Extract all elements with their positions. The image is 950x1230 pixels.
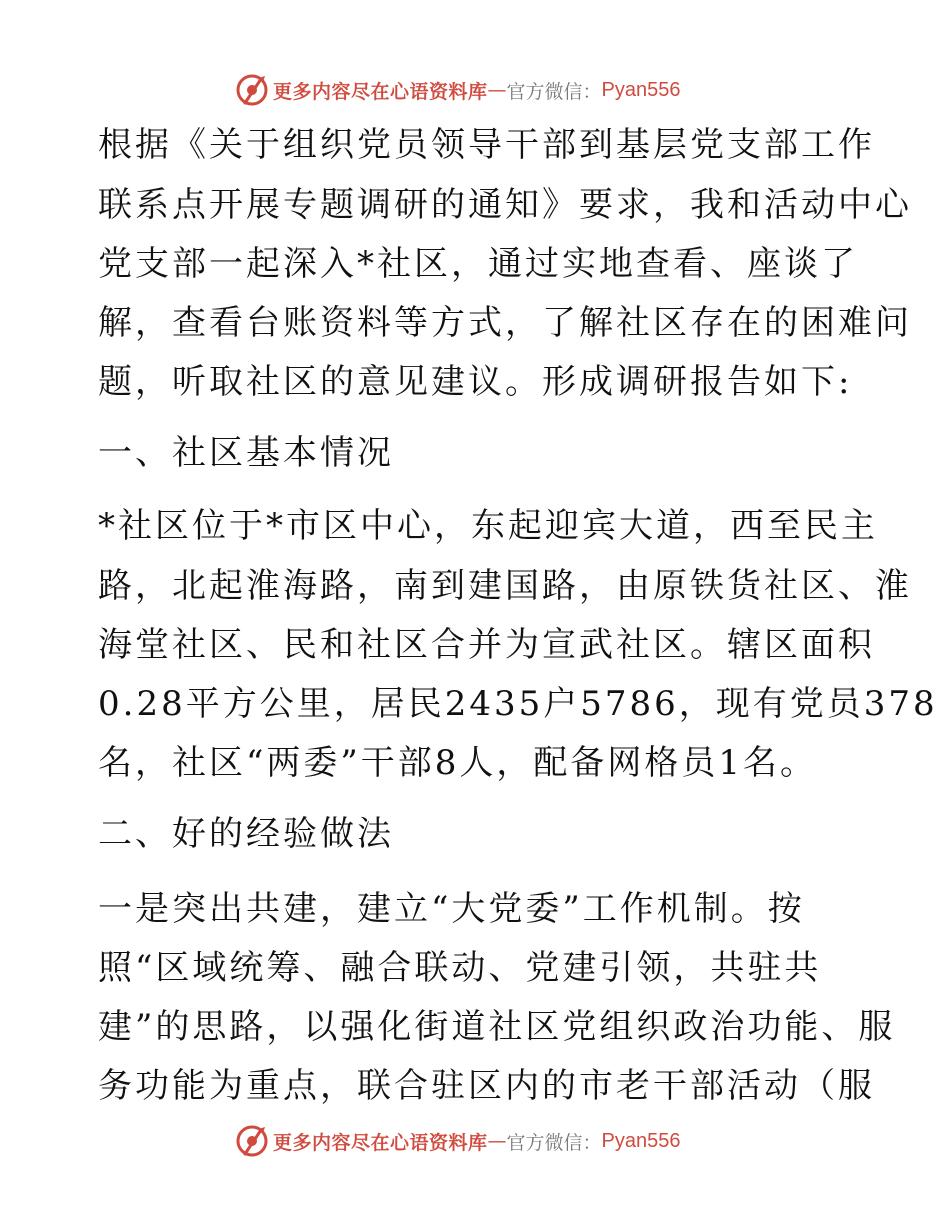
text-line: 务功能为重点，联合驻区内的市老干部活动（服: [98, 1066, 875, 1106]
text-line: 建”的思路，以强化街道社区党组织政治功能、服: [98, 1007, 896, 1047]
text-line: 根据《关于组织党员领导干部到基层党支部工作: [98, 125, 875, 165]
brush-logo-icon: [235, 73, 269, 107]
watermark-label: 官方微信：: [506, 80, 602, 103]
text-line: 解，查看台账资料等方式，了解社区存在的困难问: [98, 303, 912, 343]
text-line: 0.28平方公里，居民2435户5786，现有党员378: [98, 684, 938, 724]
watermark-site: 更多内容尽在心语资料库: [273, 1131, 488, 1154]
text-line: 联系点开展专题调研的通知》要求，我和活动中心: [98, 185, 912, 225]
text-line: 题，听取社区的意见建议。形成调研报告如下:: [98, 362, 853, 402]
watermark-site: 更多内容尽在心语资料库: [273, 80, 488, 103]
brush-logo-icon: [235, 1124, 269, 1158]
watermark-account: Pyan556: [601, 1129, 681, 1152]
section-heading-1: 一、社区基本情况: [98, 433, 394, 473]
text-line: 路，北起淮海路，南到建国路，由原铁货社区、淮: [98, 566, 912, 606]
watermark-label: 官方微信：: [506, 1131, 602, 1154]
watermark-header: [235, 73, 681, 107]
text-line: 名，社区“两委”干部8人，配备网格员1名。: [98, 743, 818, 783]
watermark-dash: —: [487, 79, 507, 101]
text-line: 党支部一起深入*社区，通过实地查看、座谈了: [98, 244, 858, 284]
text-line: 照“区域统筹、融合联动、党建引领，共驻共: [98, 948, 822, 988]
watermark-account: Pyan556: [601, 78, 681, 101]
text-line: *社区位于*市区中心，东起迎宾大道，西至民主: [98, 506, 878, 546]
watermark-dash: —: [487, 1130, 507, 1152]
text-line: 一是突出共建，建立“大党委”工作机制。按: [98, 889, 805, 929]
section-heading-2: 二、好的经验做法: [98, 814, 394, 854]
text-line: 海堂社区、民和社区合并为宣武社区。辖区面积: [98, 625, 875, 665]
watermark-footer: [235, 1124, 681, 1158]
